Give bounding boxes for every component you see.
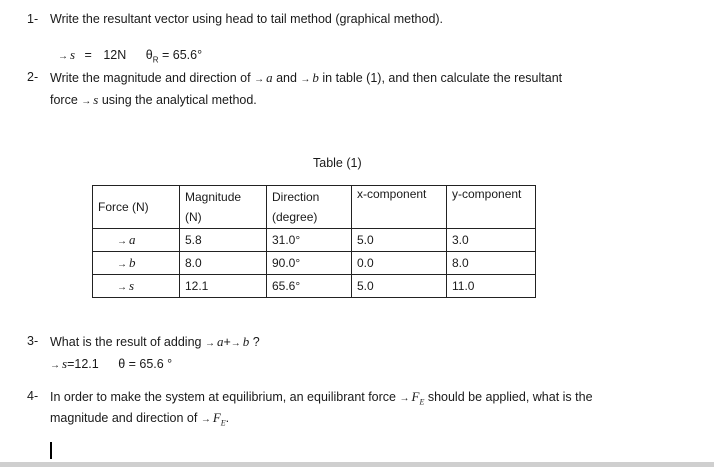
- table-row: [93, 252, 536, 275]
- y-component-cell: 3.0: [447, 229, 536, 252]
- vector-arrow-icon: →: [254, 74, 265, 85]
- question-number: 4-: [27, 389, 39, 403]
- table-row: [93, 229, 536, 252]
- direction-cell: 65.6°: [267, 275, 352, 298]
- text-segment: .: [225, 411, 230, 425]
- vector-subscript: E: [419, 397, 425, 407]
- vector-symbol: a: [129, 232, 136, 247]
- text-segment: should be applied, what is the: [427, 390, 593, 404]
- answer-3: [50, 356, 172, 372]
- x-component-cell: 0.0: [352, 252, 447, 275]
- header-magnitude: [180, 186, 267, 229]
- vector-arrow-icon: →: [117, 236, 127, 247]
- angle-value: θ = 65.6 °: [118, 357, 173, 371]
- vector-arrow-icon: →: [200, 414, 211, 425]
- vector-arrow-icon: →: [50, 360, 60, 371]
- vector-symbol: a: [266, 70, 273, 85]
- magnitude-cell: 8.0: [180, 252, 267, 275]
- question-text: [50, 334, 260, 350]
- header-magnitude-label: Magnitude: [185, 190, 242, 204]
- header-direction-label: Direction: [272, 190, 320, 204]
- text-segment: What is the result of adding: [50, 335, 202, 349]
- vector-arrow-icon: →: [117, 259, 127, 270]
- question-text-line-1: [50, 70, 562, 86]
- question-number: 2-: [27, 70, 39, 84]
- force-cell: [93, 252, 180, 275]
- text-segment: using the analytical method.: [101, 93, 257, 107]
- text-segment: and: [276, 71, 297, 85]
- table-caption: Table (1): [313, 156, 362, 170]
- x-component-cell: 5.0: [352, 275, 447, 298]
- force-cell: [93, 229, 180, 252]
- direction-cell: 31.0°: [267, 229, 352, 252]
- equals-sign: =: [84, 48, 92, 62]
- direction-cell: 90.0°: [267, 252, 352, 275]
- answer-1: [58, 47, 202, 65]
- question-text-line-1: [50, 389, 593, 407]
- vector-symbol: F: [411, 389, 420, 404]
- force-cell: [93, 275, 180, 298]
- y-component-cell: 8.0: [447, 252, 536, 275]
- text-cursor[interactable]: [50, 442, 52, 459]
- angle-value: = 65.6°: [161, 48, 203, 62]
- vector-symbol: b: [242, 334, 250, 349]
- text-segment: magnitude and direction of: [50, 411, 198, 425]
- text-segment: in table (1), and then calculate the resultant: [322, 71, 563, 85]
- vector-arrow-icon: →: [399, 393, 410, 404]
- vector-symbol: s: [129, 278, 135, 293]
- vector-arrow-icon: →: [117, 282, 127, 293]
- header-y-component: y-component: [447, 186, 536, 229]
- header-direction: [267, 186, 352, 229]
- magnitude-value: 12N: [103, 48, 127, 62]
- plus-sign: +: [223, 335, 231, 349]
- y-component-cell: 11.0: [447, 275, 536, 298]
- data-table: [92, 185, 536, 298]
- vector-arrow-icon: →: [300, 74, 311, 85]
- magnitude-cell: 12.1: [180, 275, 267, 298]
- header-force: Force (N): [93, 186, 180, 229]
- vector-arrow-icon: →: [58, 51, 68, 62]
- vector-symbol: a: [216, 334, 224, 349]
- vector-arrow-icon: →: [204, 338, 215, 349]
- table-row: [93, 275, 536, 298]
- header-magnitude-unit: (N): [185, 210, 202, 224]
- vector-symbol: s: [93, 92, 99, 107]
- vector-symbol: s: [70, 47, 76, 62]
- vector-subscript: E: [220, 418, 226, 428]
- question-text: Write the resultant vector using head to tail method (graphical method).: [50, 12, 444, 26]
- magnitude-value: =12.1: [67, 357, 99, 371]
- question-text-line-2: [50, 410, 229, 428]
- header-x-component: x-component: [352, 186, 447, 229]
- magnitude-cell: 5.8: [180, 229, 267, 252]
- question-mark: ?: [252, 335, 260, 349]
- x-component-cell: 5.0: [352, 229, 447, 252]
- vector-symbol: F: [212, 410, 221, 425]
- vector-arrow-icon: →: [230, 338, 241, 349]
- theta-subscript: R: [152, 55, 159, 65]
- text-segment: Write the magnitude and direction of: [50, 71, 251, 85]
- text-segment: In order to make the system at equilibrium, an equilibrant force: [50, 390, 397, 404]
- vector-arrow-icon: →: [81, 96, 92, 107]
- question-number: 3-: [27, 334, 39, 348]
- vector-symbol: b: [312, 70, 319, 85]
- text-segment: force: [50, 93, 78, 107]
- question-text-line-2: [50, 92, 257, 108]
- table-header-row: [93, 186, 536, 229]
- vector-symbol: b: [129, 255, 136, 270]
- bottom-scrollbar[interactable]: [0, 462, 714, 467]
- theta-symbol: θ: [145, 48, 153, 62]
- header-direction-unit: (degree): [272, 210, 318, 224]
- vector-symbol: s: [62, 356, 68, 371]
- question-number: 1-: [27, 12, 39, 26]
